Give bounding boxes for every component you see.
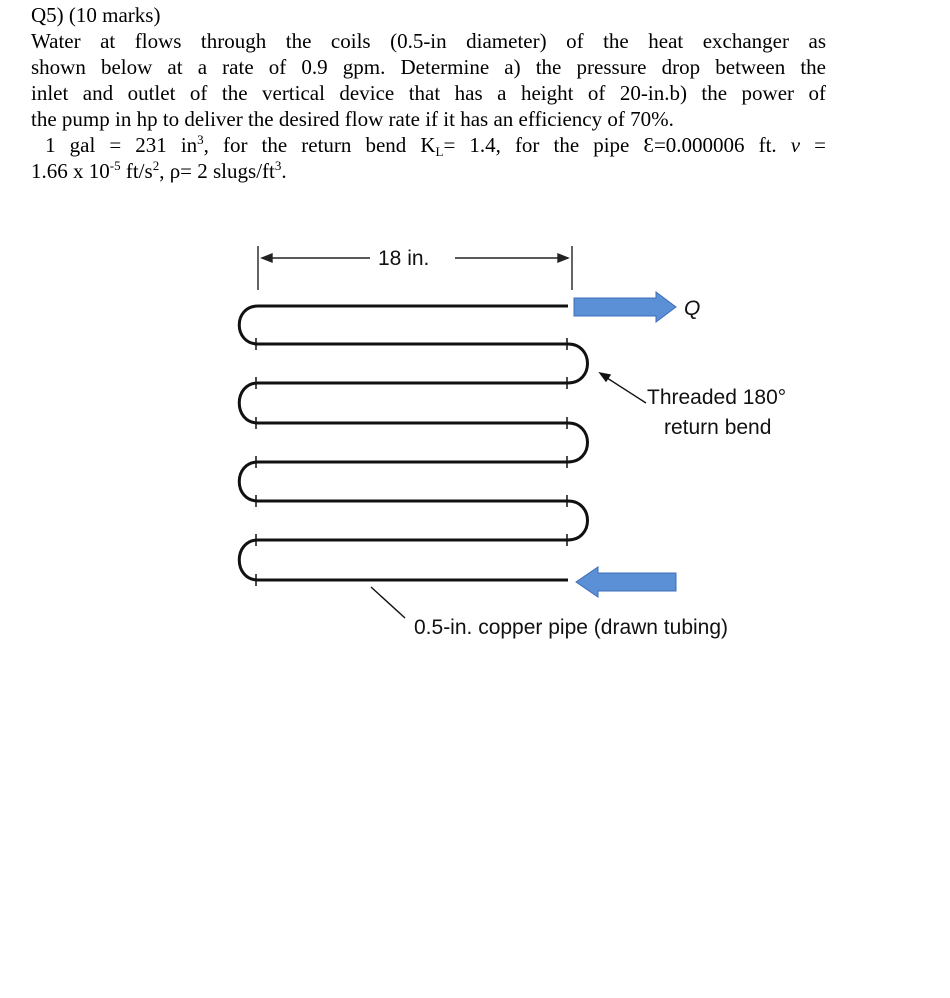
bend-label-line-1: Threaded 180° bbox=[647, 386, 787, 409]
superscript: 3 bbox=[197, 132, 204, 147]
bend-callout-leader bbox=[600, 373, 646, 403]
bend-label-line-2: return bend bbox=[664, 416, 772, 439]
density-text: , ρ= 2 slugs/ft bbox=[159, 159, 275, 183]
pipe-label: 0.5-in. copper pipe (drawn tubing) bbox=[414, 616, 729, 639]
superscript: -5 bbox=[109, 158, 121, 173]
viscosity-unit: ft/s bbox=[120, 159, 153, 183]
question-line-1: Water at flows through the coils (0.5-in diameter) of the heat exchanger as bbox=[31, 29, 826, 53]
question-heading: Q5) (10 marks) bbox=[31, 3, 161, 27]
flow-rate-label: Q bbox=[684, 297, 701, 320]
inlet-flow-arrow bbox=[576, 567, 676, 597]
coil-pipe bbox=[239, 306, 587, 580]
dimension-label: 18 in. bbox=[378, 247, 430, 270]
outlet-flow-arrow bbox=[574, 292, 676, 322]
superscript: 3 bbox=[274, 158, 282, 173]
gallon-conversion: 1 gal = 231 in bbox=[45, 133, 198, 157]
roughness-text: = 1.4, for the pipe Ɛ=0.000006 ft. bbox=[443, 133, 791, 157]
subscript: L bbox=[435, 144, 444, 159]
viscosity-symbol: ν bbox=[790, 133, 801, 157]
pipe-callout-leader bbox=[371, 587, 405, 618]
superscript: 2 bbox=[152, 158, 160, 173]
bend-loss-text: , for the return bend K bbox=[203, 133, 436, 157]
equals-sign: = bbox=[800, 133, 826, 157]
viscosity-value: 1.66 x 10 bbox=[31, 159, 110, 183]
question-line-2: shown below at a rate of 0.9 gpm. Determine a) the pressure drop between the bbox=[31, 55, 826, 79]
question-line-3: inlet and outlet of the vertical device that has a height of 20-in.b) the power of bbox=[31, 81, 826, 105]
period: . bbox=[281, 159, 287, 183]
question-line-4: the pump in hp to deliver the desired flow rate if it has an efficiency of 70%. bbox=[31, 107, 674, 131]
